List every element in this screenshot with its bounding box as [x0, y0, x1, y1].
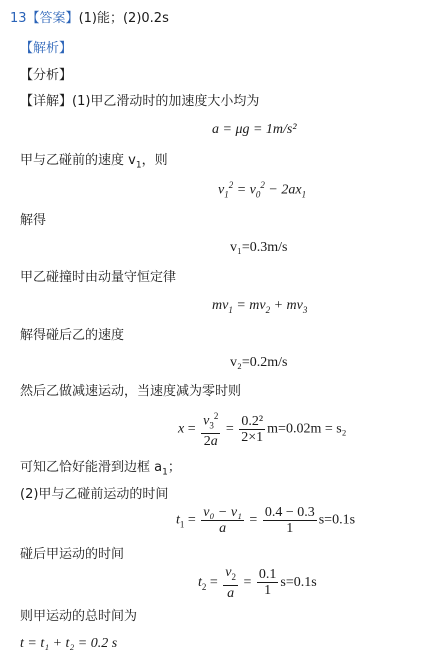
equation-v1-result: v₁=0.3m/s: [230, 240, 288, 255]
text-line-total-time: 则甲运动的总时间为: [20, 609, 138, 624]
answer-text: (1)能；(2)0.2s: [78, 11, 169, 26]
equation-acceleration: a = μg = 1m/s²: [212, 122, 297, 137]
equation-v2-result: v₂=0.2m/s: [230, 355, 288, 370]
text-line-velocity-before: 甲与乙碰前的速度 $v_1$，则: [20, 153, 168, 171]
equation-kinematics: $v_1^2 = v_0^2 - 2ax_1$: [218, 180, 307, 200]
text-line-after-collision: 碰后甲运动的时间: [20, 547, 125, 562]
detail-line: [20, 94, 259, 110]
answer-tag: 【答案】: [26, 11, 79, 26]
answer-line: [10, 11, 169, 27]
equation-t1: $t_1$ = $\frac{\text{v₀ − v₁}}{a}$ = $\frac{0.4 - 0.3}{1}$ s=0.1s: [176, 505, 356, 536]
detail-tag: 【详解】: [20, 94, 73, 109]
text-line-decelerate: 然后乙做减速运动，当速度减为零时则: [20, 384, 242, 399]
text-line-conclusion: 可知乙恰好能滑到边框 $a_1$；: [20, 460, 181, 478]
question-number: 13: [10, 11, 27, 26]
analysis-tag: 【解析】: [20, 41, 73, 56]
text-line-part2: (2)甲与乙碰前运动的时间: [20, 487, 169, 502]
equation-distance: x = $\frac{v_3^2}{2a}$ = $\frac{\text{0.2²}}{2\times 1}$ m=0.02m = s₂: [178, 411, 347, 450]
equation-total-time: t = t₁ + t₂ = 0.2 s: [20, 636, 118, 651]
text-line-solve-2: 解得碰后乙的速度: [20, 328, 125, 343]
text-line-momentum: 甲乙碰撞时由动量守恒定律: [20, 270, 177, 285]
text-line-solve-1: 解得: [20, 213, 47, 228]
equation-momentum: $mv_1 = mv_2 + mv_3$: [212, 298, 308, 315]
analysis-sub-tag: 【分析】: [20, 68, 73, 83]
equation-t2: $t_2$ = $\frac{v_2}{a}$ = $\frac{0.1}{1}$ s=0.1s: [198, 565, 317, 601]
detail-intro: (1)甲乙滑动时的加速度大小均为: [72, 94, 260, 109]
